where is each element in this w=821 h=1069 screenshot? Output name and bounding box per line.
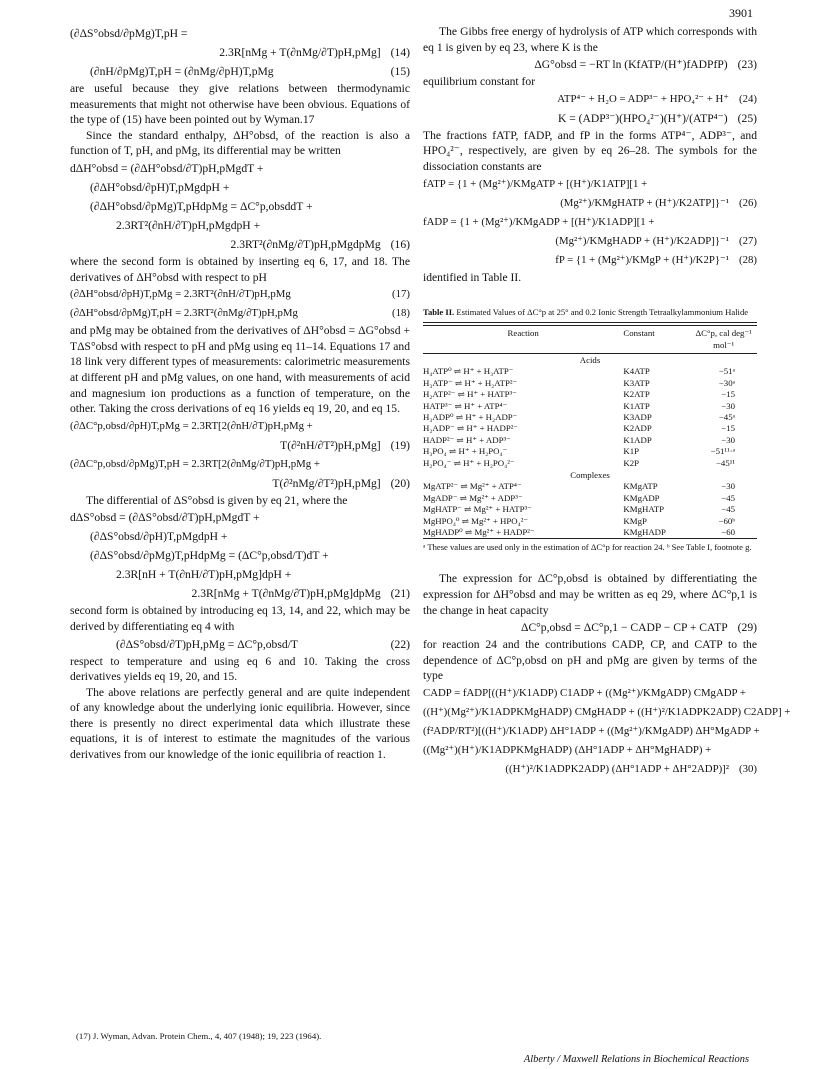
table-row <box>423 481 757 492</box>
value-cell: −30 <box>721 434 735 445</box>
eq14-number: (14) <box>390 46 410 59</box>
table-row <box>423 504 757 515</box>
table-row <box>423 401 757 412</box>
reaction-cell: MgADP⁻ ⇌ Mg²⁺ + ADP³⁻ <box>423 492 523 503</box>
value-cell: −45 <box>721 504 735 515</box>
paragraph: The expression for ΔC°p,obsd is obtained by differentiating the expression for ΔH°obsd and may be written as eq 29, where ΔC°p,1 is the change in heat capacity <box>423 572 757 617</box>
reaction-cell: H₄ATP⁰ ⇌ H⁺ + H₃ATP⁻ <box>423 366 514 377</box>
constant-cell: K2P <box>623 457 640 468</box>
eq20-number: (20) <box>390 476 410 490</box>
eq16-line2: (∂ΔH°obsd/∂pH)T,pMgdpH + <box>90 180 230 194</box>
table-row <box>423 423 757 434</box>
table-rows <box>423 354 757 539</box>
table-group-label: Acids <box>579 354 601 365</box>
value-cell: −51ᵃ <box>718 366 735 377</box>
table-group-row <box>423 469 757 481</box>
eq21-line1: dΔS°obsd = (∂ΔS°obsd/∂T)pH,pMgdT + <box>70 511 260 525</box>
value-cell: −30 <box>721 481 735 492</box>
table-row <box>423 516 757 527</box>
eq19-number: (19) <box>390 438 410 452</box>
table-caption-label: Table II. <box>423 307 455 318</box>
eq30-line4: ((Mg²⁺)(H⁺)/K1ADPKMgHADP) (ΔH°1ADP + ΔH°MgHADP) + <box>423 744 712 757</box>
running-footer: Alberty / Maxwell Relations in Biochemical Reactions <box>523 1054 749 1065</box>
eq16-line1: dΔH°obsd = (∂ΔH°obsd/∂T)pH,pMgdT + <box>70 161 264 175</box>
table-caption-text: Estimated Values of ΔC°p at 25° and 0.2 Ionic Strength Tetraalkylammonium Halide <box>456 307 749 318</box>
eq29-number: (29) <box>737 621 757 635</box>
table-row <box>423 366 757 377</box>
left-column <box>70 24 410 763</box>
eq19-line1: (∂ΔC°p,obsd/∂pH)T,pMg = 2.3RT[2(∂nH/∂T)pH,pMg + <box>70 419 313 432</box>
paragraph: respect to temperature and using eq 6 and 10. Taking the cross derivatives yields eq 19, 20, and 15. <box>70 654 410 684</box>
constant-cell: K2ADP <box>623 423 652 434</box>
right-column <box>423 24 791 779</box>
eq23-number: (23) <box>737 58 757 72</box>
eq20-line2: T(∂²nMg/∂T²)pH,pMg] (20) <box>70 474 410 493</box>
page-number: 3901 <box>729 6 753 20</box>
table-group-row <box>423 354 757 366</box>
eq19-line2: T(∂²nH/∂T²)pH,pMg] (19) <box>70 436 410 455</box>
value-cell: −30ᵃ <box>718 377 735 388</box>
table-row <box>423 412 757 423</box>
table-row <box>423 493 757 504</box>
eq24: ATP⁴⁻ + H₂O = ADP³⁻ + HPO₄²⁻ + H⁺ (24) <box>423 90 757 109</box>
eq14-line1: (∂ΔS°obsd/∂pMg)T,pH = <box>70 27 188 40</box>
eq14-line2: 2.3R[nMg + T(∂nMg/∂T)pH,pMg] (14) <box>70 43 410 62</box>
paragraph: where the second form is obtained by inserting eq 6, 17, and 18. The derivatives of ΔH°obsd with respect to pH <box>70 254 410 284</box>
eq16-line5: 2.3RT²(∂nMg/∂T)pH,pMgdpMg (16) <box>70 235 410 254</box>
value-cell: −15 <box>721 423 735 434</box>
reaction-cell: HADP²⁻ ⇌ H⁺ + ADP³⁻ <box>423 434 511 445</box>
constant-cell: K3ATP <box>623 377 650 388</box>
table-row <box>423 527 757 538</box>
reaction-cell: MgATP²⁻ ⇌ Mg²⁺ + ATP⁴⁻ <box>423 481 522 492</box>
eq30-number: (30) <box>739 763 757 776</box>
table-body <box>423 326 757 353</box>
eq21-number: (21) <box>390 587 410 601</box>
paragraph: and pMg may be obtained from the derivatives of ΔH°obsd = ΔG°obsd + TΔS°obsd with respect to pH and pMg using eq 11–14. Equations 17 and 18 link very different types of measurements: calorimetric measurements at different pH and pMg values, on one hand, with measurements of acid and magnesium ion productions as a function of temperature, on the other. Taking the cross derivations of eq 16 yields eq 19, 20, and eq 15. <box>70 324 410 416</box>
eq27-number: (27) <box>739 234 757 247</box>
eq30-line1: CADP = fADP[((H⁺)/K1ADP) C1ADP + ((Mg²⁺)/KMgADP) CMgADP + <box>423 687 746 700</box>
eq26-line1: fATP = {1 + (Mg²⁺)/KMgATP + [(H⁺)/K1ATP][1 + <box>423 177 648 190</box>
eq29: ΔC°p,obsd = ΔC°p,1 − CADP − CP + CATP (29) <box>423 618 757 637</box>
value-cell: −51¹¹·ᵃ <box>710 446 735 457</box>
table-caption <box>423 307 757 318</box>
reaction-cell: H₂ATP²⁻ ⇌ H⁺ + HATP³⁻ <box>423 389 517 400</box>
table-header-cell: ΔC°p, cal deg⁻¹ mol⁻¹ <box>695 328 752 350</box>
eq27-line2: (Mg²⁺)/KMgHADP + (H⁺)/K2ADP]}⁻¹ (27) <box>423 232 757 251</box>
eq23: ΔG°obsd = −RT ln (KfATP/(H⁺)fADPfP) (23) <box>423 55 757 74</box>
eq30-line2: ((H⁺)(Mg²⁺)/K1ADPKMgHADP) CMgHADP + ((H⁺)²/K1ADPK2ADP) C2ADP] + <box>423 706 791 719</box>
eq28-number: (28) <box>739 253 757 266</box>
table-footnote: ᵃ These values are used only in the estimation of ΔC°p for reaction 24. ᵇ See Table I, footnote g. <box>423 542 752 553</box>
paragraph: Since the standard enthalpy, ΔH°obsd, of the reaction is also a function of T, pH, and pMg, its differential may be written <box>70 128 410 158</box>
value-cell: −60 <box>721 527 735 538</box>
eq16-line4: 2.3RT²(∂nH/∂T)pH,pMgdpH + <box>116 218 261 232</box>
eq21-line4: 2.3R[nH + T(∂nH/∂T)pH,pMg]dpH + <box>116 568 292 582</box>
reaction-cell: MgHPO₄⁰ ⇌ Mg²⁺ + HPO₄²⁻ <box>423 515 528 526</box>
eq26-line2: (Mg²⁺)/KMgHATP + (H⁺)/K2ATP]}⁻¹ (26) <box>423 194 757 213</box>
eq28: fP = {1 + (Mg²⁺)/KMgP + (H⁺)/K2P}⁻¹ (28) <box>423 251 757 270</box>
eq16-line3: (∂ΔH°obsd/∂pMg)T,pHdpMg = ΔC°p,obsddT + <box>90 199 313 213</box>
value-cell: −45 <box>721 492 735 503</box>
table-row <box>423 435 757 446</box>
eq16-number: (16) <box>390 237 410 251</box>
eq18-number: (18) <box>392 307 410 320</box>
value-cell: −60ᵇ <box>718 515 735 526</box>
eq20-line1: (∂ΔC°p,obsd/∂pMg)T,pH = 2.3RT[2(∂nMg/∂T)pH,pMg + <box>70 457 320 470</box>
eq22-number: (22) <box>390 637 410 651</box>
value-cell: −45¹¹ <box>715 457 735 468</box>
eq25: K = (ADP³⁻)(HPO₄²⁻)(H⁺)/(ATP⁴⁻) (25) <box>423 109 757 128</box>
eq21-line5: 2.3R[nMg + T(∂nMg/∂T)pH,pMg]dpMg (21) <box>70 584 410 603</box>
reaction-cell: H₃ADP⁰ ⇌ H⁺ + H₂ADP⁻ <box>423 412 518 422</box>
eq30-line3: (f²ADP/RT²)[((H⁺)/K1ADP) ΔH°1ADP + ((Mg²⁺)/KMgADP) ΔH°MgADP + <box>423 725 760 738</box>
eq18: (∂ΔH°obsd/∂pMg)T,pH = 2.3RT²(∂nMg/∂T)pH,pMg (18) <box>70 304 410 323</box>
table-row <box>423 378 757 389</box>
eq25-number: (25) <box>737 111 757 125</box>
value-cell: −30 <box>721 400 735 411</box>
reaction-cell: H₃PO₄ ⇌ H⁺ + H₂PO₄⁻ <box>423 446 508 457</box>
paragraph: are useful because they give relations between thermodynamic measurements that might not otherwise have been obvious. Equations of the type of (15) have been pointed out by Wyman.17 <box>70 82 410 127</box>
eq15: (∂nH/∂pMg)T,pH = (∂nMg/∂pH)T,pMg (15) <box>70 62 410 81</box>
eq17: (∂ΔH°obsd/∂pH)T,pMg = 2.3RT²(∂nH/∂T)pH,pMg (17) <box>70 285 410 304</box>
paragraph: The Gibbs free energy of hydrolysis of ATP which corresponds with eq 1 is given by eq 23, where K is the <box>423 25 757 54</box>
paragraph: equilibrium constant for <box>423 75 536 89</box>
paragraph: for reaction 24 and the contributions CADP, CP, and CATP to the dependence of ΔC°p,obsd on pH and pMg are given by terms of the type <box>423 638 757 683</box>
reaction-cell: HATP³⁻ ⇌ H⁺ + ATP⁴⁻ <box>423 400 508 411</box>
table-header-cell: Constant <box>623 328 655 339</box>
paragraph: second form is obtained by introducing eq 13, 14, and 22, which may be derived by differentiating eq 4 with <box>70 604 410 633</box>
eq27-line1: fADP = {1 + (Mg²⁺)/KMgADP + [(H⁺)/K1ADP][1 + <box>423 215 655 228</box>
constant-cell: KMgP <box>623 515 647 526</box>
reaction-cell: H₂ADP⁻ ⇌ H⁺ + HADP²⁻ <box>423 423 519 434</box>
table-ii <box>423 307 757 553</box>
constant-cell: K3ADP <box>623 412 652 422</box>
table-row <box>423 458 757 469</box>
constant-cell: K1ATP <box>623 400 650 411</box>
reaction-cell: MgHADP⁰ ⇌ Mg²⁺ + HADP²⁻ <box>423 527 535 538</box>
constant-cell: K4ATP <box>623 366 650 377</box>
complex-rows <box>423 481 757 538</box>
constant-cell: KMgATP <box>623 481 658 492</box>
footnote-reference: (17) J. Wyman, Advan. Protein Chem., 4, 407 (1948); 19, 223 (1964). <box>76 1031 322 1041</box>
constant-cell: KMgHADP <box>623 527 666 538</box>
reaction-cell: H₂PO₄⁻ ⇌ H⁺ + H₂PO₄²⁻ <box>423 457 515 468</box>
table-bottom-rule <box>423 538 757 539</box>
constant-cell: K1ADP <box>623 434 652 445</box>
table-header-cell: Reaction <box>507 328 539 339</box>
table-group-label: Complexes <box>570 470 610 481</box>
eq26-number: (26) <box>739 196 757 209</box>
eq17-number: (17) <box>392 288 410 301</box>
table-header-row <box>423 326 757 353</box>
paragraph: The fractions fATP, fADP, and fP in the forms ATP⁴⁻, ADP³⁻, and HPO₄²⁻, respectively, are given by eq 26–28. The symbols for the dissociation constants are <box>423 128 757 173</box>
eq22: (∂ΔS°obsd/∂T)pH,pMg = ΔC°p,obsd/T (22) <box>70 635 410 654</box>
eq24-number: (24) <box>739 92 757 105</box>
value-cell: −15 <box>721 389 735 400</box>
acid-rows <box>423 366 757 469</box>
paragraph: identified in Table II. <box>423 270 522 284</box>
paragraph: The differential of ΔS°obsd is given by eq 21, where the <box>86 493 348 507</box>
eq15-number: (15) <box>390 65 410 78</box>
table-row <box>423 389 757 400</box>
reaction-cell: H₃ATP⁻ ⇌ H⁺ + H₂ATP²⁻ <box>423 377 518 388</box>
eq21-line3: (∂ΔS°obsd/∂pMg)T,pHdpMg = (ΔC°p,obsd/T)dT + <box>90 549 329 563</box>
constant-cell: KMgHATP <box>623 504 664 515</box>
constant-cell: K2ATP <box>623 389 650 400</box>
value-cell: −45ᵃ <box>718 412 735 422</box>
eq21-line2: (∂ΔS°obsd/∂pH)T,pMgdpH + <box>90 530 228 544</box>
paragraph: The above relations are perfectly general and are quite independent of any knowledge about the underlying ionic equilibria. However, since there is presently no direct experimental data which illustrate these equations, it is of interest to estimate the magnitudes of the various derivatives from our knowledge of the ionic equilibria of reaction 1. <box>70 685 410 762</box>
reaction-cell: MgHATP⁻ ⇌ Mg²⁺ + HATP³⁻ <box>423 504 532 515</box>
constant-cell: KMgADP <box>623 492 660 503</box>
eq30-line5: ((H⁺)²/K1ADPK2ADP) (ΔH°1ADP + ΔH°2ADP)]² (30) <box>423 760 757 779</box>
table-row <box>423 446 757 457</box>
constant-cell: K1P <box>623 446 640 457</box>
